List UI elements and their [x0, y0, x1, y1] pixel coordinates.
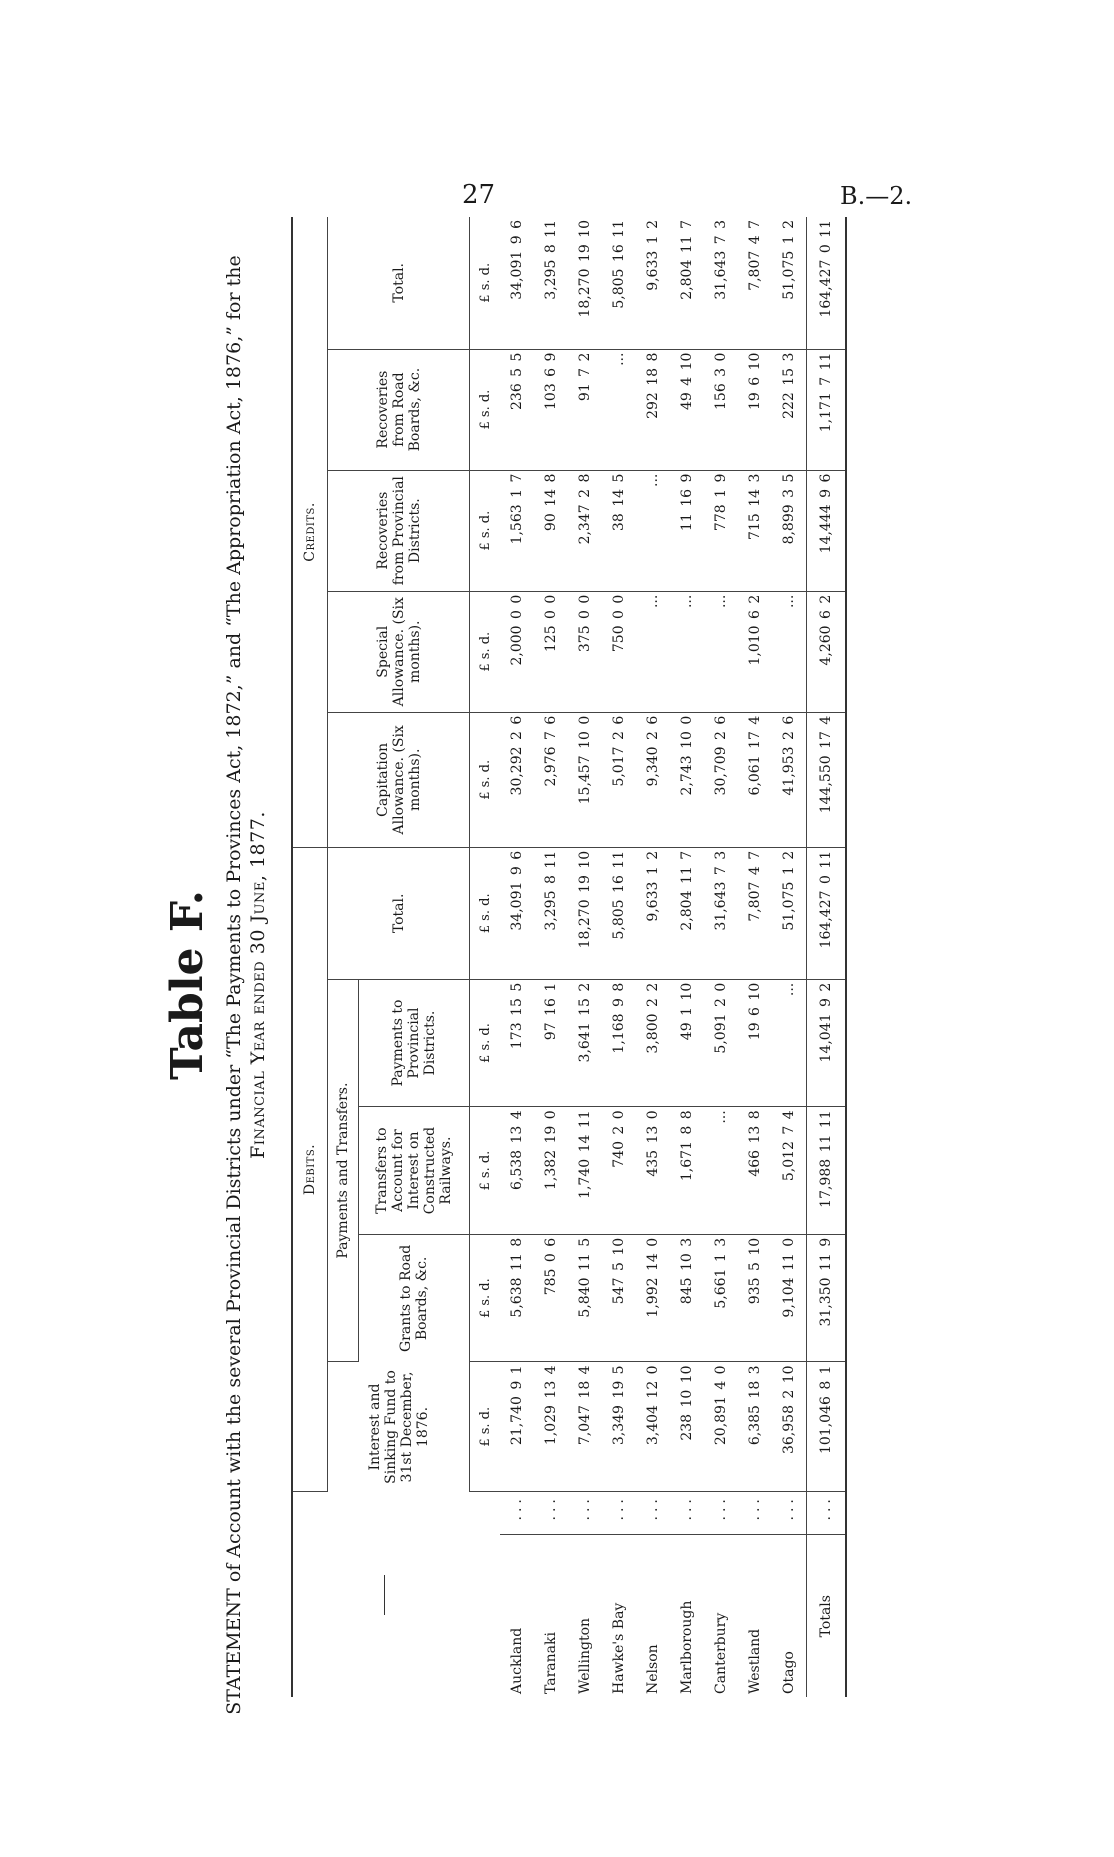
- recov-boards-cell: 91 7 2: [568, 349, 602, 470]
- transfers-cell: 435 13 0: [636, 1107, 670, 1235]
- leader-dots: ...: [602, 1492, 636, 1535]
- totals-label: Totals: [807, 1535, 847, 1697]
- special-cell: ...: [704, 591, 738, 712]
- payments-cell: 1,168 9 8: [602, 979, 636, 1107]
- table-title: Table F.: [162, 890, 213, 1080]
- recov-districts-cell: 2,347 2 8: [568, 470, 602, 591]
- total-debits-cell: 5,805 16 11: [602, 847, 636, 979]
- total-credits-cell: 5,805 16 11: [602, 217, 636, 349]
- grants-cell: 785 0 6: [534, 1234, 568, 1362]
- special-allowance-header: Special Allowance. (Six months).: [328, 591, 470, 712]
- units-cell: £ s. d.: [470, 979, 501, 1107]
- capitation-cell: 15,457 10 0: [568, 712, 602, 847]
- transfers-header: Transfers to Account for Interest on Constructed Railways.: [359, 1107, 470, 1235]
- recov-boards-cell: ...: [602, 349, 636, 470]
- payments-total: 14,041 9 2: [807, 979, 847, 1107]
- subtitle-line-2: Financial Year ended 30 June, 1877.: [247, 811, 269, 1159]
- transfers-cell: 740 2 0: [602, 1107, 636, 1235]
- leader-dots: ...: [534, 1492, 568, 1535]
- total-debits-cell: 51,075 1 2: [772, 847, 807, 979]
- payments-cell: 49 1 10: [670, 979, 704, 1107]
- total-debits-cell: 18,270 19 10: [568, 847, 602, 979]
- grants-cell: 935 5 10: [738, 1234, 772, 1362]
- total-credits-cell: 51,075 1 2: [772, 217, 807, 349]
- grants-cell: 5,840 11 5: [568, 1234, 602, 1362]
- leader-dots: ...: [738, 1492, 772, 1535]
- leader-dots: ...: [772, 1492, 807, 1535]
- payments-cell: ...: [772, 979, 807, 1107]
- leader-dots: ...: [500, 1492, 534, 1535]
- units-cell: £ s. d.: [470, 470, 501, 591]
- account-statement-table: [291, 217, 847, 1697]
- district-name: Wellington: [577, 1617, 593, 1694]
- total-credits-cell: 7,807 4 7: [738, 217, 772, 349]
- recov-boards-cell: 222 15 3: [772, 349, 807, 470]
- special-cell: 1,010 6 2: [738, 591, 772, 712]
- units-cell: £ s. d.: [470, 1107, 501, 1235]
- subtitle-line-1: STATEMENT of Account with the several Provincial Districts under “The Payments to Provinces Act, 1872,” and “The Appropriation Act, 1876,” for the: [223, 255, 245, 1715]
- special-cell: 375 0 0: [568, 591, 602, 712]
- recov-boards-cell: 49 4 10: [670, 349, 704, 470]
- total-credits-cell: 34,091 9 6: [500, 217, 534, 349]
- units-cell: £ s. d.: [470, 217, 501, 349]
- table-row: [602, 217, 636, 1697]
- interest-cell: 3,404 12 0: [636, 1362, 670, 1492]
- payments-cell: 19 6 10: [738, 979, 772, 1107]
- district-name: Marlborough: [679, 1600, 695, 1694]
- credits-header: Credits.: [292, 217, 328, 847]
- leader-dots: ...: [670, 1492, 704, 1535]
- table-subtitle: [222, 210, 274, 1760]
- table-row: [738, 217, 772, 1697]
- recov-boards-cell: 103 6 9: [534, 349, 568, 470]
- recov-districts-cell: ...: [636, 470, 670, 591]
- units-cell: £ s. d.: [470, 712, 501, 847]
- recov-districts-total: 14,444 9 6: [807, 470, 847, 591]
- special-cell: ...: [670, 591, 704, 712]
- transfers-total: 17,988 11 11: [807, 1107, 847, 1235]
- interest-total: 101,046 8 1: [807, 1362, 847, 1492]
- table-row: [636, 217, 670, 1697]
- units-cell: £ s. d.: [470, 1234, 501, 1362]
- payments-cell: 3,641 15 2: [568, 979, 602, 1107]
- table-row: [500, 217, 534, 1697]
- table-row: [534, 217, 568, 1697]
- interest-cell: 1,029 13 4: [534, 1362, 568, 1492]
- recov-districts-cell: 38 14 5: [602, 470, 636, 591]
- page-number: 27: [462, 180, 496, 210]
- leader-dots: ...: [704, 1492, 738, 1535]
- recov-boards-cell: 19 6 10: [738, 349, 772, 470]
- transfers-cell: 1,382 19 0: [534, 1107, 568, 1235]
- transfers-cell: ...: [704, 1107, 738, 1235]
- header-dash: [384, 1575, 385, 1615]
- rotated-table-block: [158, 210, 898, 1760]
- recov-districts-cell: 778 1 9: [704, 470, 738, 591]
- grants-header: Grants to Road Boards, &c.: [359, 1234, 470, 1362]
- district-name: Canterbury: [713, 1612, 729, 1694]
- interest-cell: 36,958 2 10: [772, 1362, 807, 1492]
- recov-districts-cell: 8,899 3 5: [772, 470, 807, 591]
- district-name: Westland: [747, 1628, 763, 1694]
- total-credits-cell: 18,270 19 10: [568, 217, 602, 349]
- recoveries-districts-header: Recoveries from Provincial Districts.: [328, 470, 470, 591]
- district-name: Taranaki: [543, 1632, 559, 1694]
- table-row: [704, 217, 738, 1697]
- total-credits-header: Total.: [328, 217, 470, 349]
- document-reference: B.—2.: [840, 182, 913, 210]
- total-debits-total: 164,427 0 11: [807, 847, 847, 979]
- capitation-cell: 30,292 2 6: [500, 712, 534, 847]
- special-cell: 2,000 0 0: [500, 591, 534, 712]
- transfers-cell: 1,671 8 8: [670, 1107, 704, 1235]
- debits-header: Debits.: [292, 847, 328, 1491]
- recoveries-boards-header: Recoveries from Road Boards, &c.: [328, 349, 470, 470]
- recov-districts-cell: 11 16 9: [670, 470, 704, 591]
- interest-cell: 6,385 18 3: [738, 1362, 772, 1492]
- payments-transfers-header: Payments and Transfers.: [328, 979, 359, 1362]
- capitation-cell: 2,743 10 0: [670, 712, 704, 847]
- units-cell: £ s. d.: [470, 591, 501, 712]
- capitation-header: Capitation Allowance. (Six months).: [328, 712, 470, 847]
- interest-cell: 238 10 10: [670, 1362, 704, 1492]
- table-row: [670, 217, 704, 1697]
- total-credits-cell: 3,295 8 11: [534, 217, 568, 349]
- total-credits-total: 164,427 0 11: [807, 217, 847, 349]
- grants-cell: 547 5 10: [602, 1234, 636, 1362]
- transfers-cell: 5,012 7 4: [772, 1107, 807, 1235]
- capitation-cell: 5,017 2 6: [602, 712, 636, 847]
- units-spacer: [470, 1492, 501, 1697]
- recov-boards-total: 1,171 7 11: [807, 349, 847, 470]
- leader-dots: ...: [807, 1492, 847, 1535]
- interest-cell: 7,047 18 4: [568, 1362, 602, 1492]
- total-credits-cell: 9,633 1 2: [636, 217, 670, 349]
- total-debits-cell: 7,807 4 7: [738, 847, 772, 979]
- capitation-cell: 30,709 2 6: [704, 712, 738, 847]
- grants-cell: 5,661 1 3: [704, 1234, 738, 1362]
- total-debits-cell: 34,091 9 6: [500, 847, 534, 979]
- transfers-cell: 1,740 14 11: [568, 1107, 602, 1235]
- special-total: 4,260 6 2: [807, 591, 847, 712]
- capitation-cell: 41,953 2 6: [772, 712, 807, 847]
- transfers-cell: 466 13 8: [738, 1107, 772, 1235]
- capitation-cell: 9,340 2 6: [636, 712, 670, 847]
- interest-cell: 21,740 9 1: [500, 1362, 534, 1492]
- units-cell: £ s. d.: [470, 847, 501, 979]
- total-debits-cell: 9,633 1 2: [636, 847, 670, 979]
- units-row: [470, 217, 501, 1697]
- recov-boards-cell: 156 3 0: [704, 349, 738, 470]
- table-row: [772, 217, 807, 1697]
- interest-cell: 3,349 19 5: [602, 1362, 636, 1492]
- totals-row: [807, 217, 847, 1697]
- district-name: Hawke's Bay: [611, 1602, 627, 1694]
- capitation-total: 144,550 17 4: [807, 712, 847, 847]
- capitation-cell: 2,976 7 6: [534, 712, 568, 847]
- district-name: Auckland: [509, 1627, 525, 1694]
- payments-cell: 97 16 1: [534, 979, 568, 1107]
- total-debits-header: Total.: [328, 847, 470, 979]
- interest-header: Interest and Sinking Fund to 31st December, 1876.: [328, 1362, 470, 1492]
- row-label-header: [292, 1492, 470, 1697]
- units-cell: £ s. d.: [470, 1362, 501, 1492]
- payments-districts-header: Payments to Provincial Districts.: [359, 979, 470, 1107]
- special-cell: ...: [772, 591, 807, 712]
- total-debits-cell: 31,643 7 3: [704, 847, 738, 979]
- transfers-cell: 6,538 13 4: [500, 1107, 534, 1235]
- recov-districts-cell: 90 14 8: [534, 470, 568, 591]
- payments-cell: 3,800 2 2: [636, 979, 670, 1107]
- grants-cell: 9,104 11 0: [772, 1234, 807, 1362]
- special-cell: 125 0 0: [534, 591, 568, 712]
- total-credits-cell: 2,804 11 7: [670, 217, 704, 349]
- recov-districts-cell: 715 14 3: [738, 470, 772, 591]
- total-debits-cell: 3,295 8 11: [534, 847, 568, 979]
- leader-dots: ...: [568, 1492, 602, 1535]
- total-credits-cell: 31,643 7 3: [704, 217, 738, 349]
- grants-cell: 845 10 3: [670, 1234, 704, 1362]
- grants-cell: 5,638 11 8: [500, 1234, 534, 1362]
- interest-cell: 20,891 4 0: [704, 1362, 738, 1492]
- grants-cell: 1,992 14 0: [636, 1234, 670, 1362]
- units-cell: £ s. d.: [470, 349, 501, 470]
- payments-cell: 5,091 2 0: [704, 979, 738, 1107]
- recov-boards-cell: 236 5 5: [500, 349, 534, 470]
- special-cell: 750 0 0: [602, 591, 636, 712]
- total-debits-cell: 2,804 11 7: [670, 847, 704, 979]
- district-name: Nelson: [645, 1644, 661, 1694]
- recov-boards-cell: 292 18 8: [636, 349, 670, 470]
- recov-districts-cell: 1,563 1 7: [500, 470, 534, 591]
- district-name: Otago: [781, 1651, 797, 1694]
- table-row: [568, 217, 602, 1697]
- leader-dots: ...: [636, 1492, 670, 1535]
- special-cell: ...: [636, 591, 670, 712]
- grants-total: 31,350 11 9: [807, 1234, 847, 1362]
- payments-cell: 173 15 5: [500, 979, 534, 1107]
- capitation-cell: 6,061 17 4: [738, 712, 772, 847]
